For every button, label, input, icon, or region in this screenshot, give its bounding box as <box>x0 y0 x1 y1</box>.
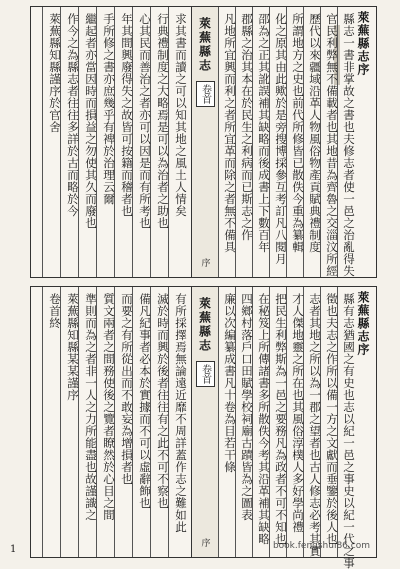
text-column: 把民生利弊斯為一邑之要務凡為政者不可不知也 <box>274 293 288 545</box>
text-column: 縣有志猶國之有史也志以紀一邑之事史以紀一代之事 <box>342 293 356 569</box>
text-column: 所謂地方之史也前代所修皆已散佚今重為纂輯 <box>291 13 305 253</box>
text-column: 備凡紀事者必本於實據而不可以虛辭飾也 <box>138 293 152 509</box>
text-column: 滅於時而興於後者往往有之此不可不察也 <box>156 293 170 509</box>
top-half-page <box>30 6 377 278</box>
text-column: 求其書而讀之可以知其地之風土人情矣 <box>174 13 188 217</box>
text-column: 四鄉村落戶口田賦學校祠廟古蹟皆為之圖表 <box>240 293 254 521</box>
text-column: 行典禮制度之大略焉是可以為治者之助也 <box>156 13 170 229</box>
text-column: 邵為之正其訛誤補其缺略而後成書上下數百年 <box>257 13 271 253</box>
text-column: 繼起者亦當因時而損益之勿使其久而廢也 <box>84 13 98 229</box>
text-column: 歷代以來疆域沿革人物風俗物產貢賦典禮制度 <box>308 13 322 253</box>
preface-title: 萊蕪縣志序 <box>356 11 370 76</box>
text-column: 縣志一書非掌故之書也夫修志者使一邑之治亂得失 <box>342 13 356 277</box>
text-column: 質文兩者之間務使後之覽者瞭然於心目之間 <box>102 293 116 521</box>
margin-volume: 卷首 <box>196 81 215 107</box>
text-column: 萊蕪縣知縣謹序於官舍 <box>48 13 62 133</box>
text-column: 作今之為縣志者往往多詳於古而略於今 <box>66 13 80 217</box>
column-rule <box>218 7 219 277</box>
text-column: 準則而為之者非一人之力所能盡也故謹識之 <box>84 293 98 521</box>
margin-title-2: 萊蕪縣志 <box>197 297 212 353</box>
margin-tab-2 <box>191 287 219 557</box>
text-column: 有所採擇焉無論遠近靡不周詳蓋作志之難如此 <box>174 293 188 533</box>
preface-title-2: 萊蕪縣志序 <box>356 291 370 356</box>
text-column: 廉以次編纂成書凡十卷為目若干條 <box>223 293 237 473</box>
margin-volume-2: 卷首 <box>196 361 215 387</box>
column-rule <box>42 7 43 277</box>
text-column: 郡縣之治其本在於民生之利病而已斯志之作 <box>240 13 254 241</box>
margin-tab <box>191 7 219 277</box>
bottom-half-page <box>30 286 377 569</box>
text-column: 手所修之書亦庶幾乎有裨於治理云爾 <box>102 13 116 205</box>
text-column: 在秘笈上所傳諸書多所散佚今考其沿革補其缺略 <box>257 293 271 545</box>
text-column: 化之原其由此歟於是旁搜博採參互考訂凡八閱月 <box>274 13 288 265</box>
text-column: 心其民而善治之者亦可以因是而有所考也 <box>138 13 152 229</box>
watermark: book.fengshui86.com <box>272 541 370 551</box>
text-column: 官民利弊無不備載者也其地昔為齊魯之交淄汶所經 <box>325 13 339 277</box>
margin-title: 萊蕪縣志 <box>197 17 212 73</box>
column-rule <box>42 287 43 557</box>
text-column: 志者其地之所以為一郡之望者也古人修志必考其實 <box>308 293 322 557</box>
text-column: 徵也夫志之作所以備一方之文獻而垂鑒於後人也 <box>325 293 339 545</box>
margin-page-mark-2: 序 <box>199 538 210 547</box>
text-column: 萊蕪縣知縣某某謹序 <box>66 293 80 401</box>
column-rule <box>218 287 219 557</box>
text-column: 才人傑地靈之所在也其風俗淳樸人多好學尚禮 <box>291 293 305 533</box>
margin-page-mark: 序 <box>199 258 210 267</box>
text-column: 凡地所宜興而利之者所宜革而除之者無不備具 <box>223 13 237 253</box>
text-column: 卷首終 <box>48 293 62 329</box>
page-number: 1 <box>10 544 17 555</box>
text-column: 而要之有所從出而不敢妄為增損者也 <box>120 293 134 485</box>
text-column: 年其間興廢得失之故皆可按籍而稽者也 <box>120 13 134 217</box>
